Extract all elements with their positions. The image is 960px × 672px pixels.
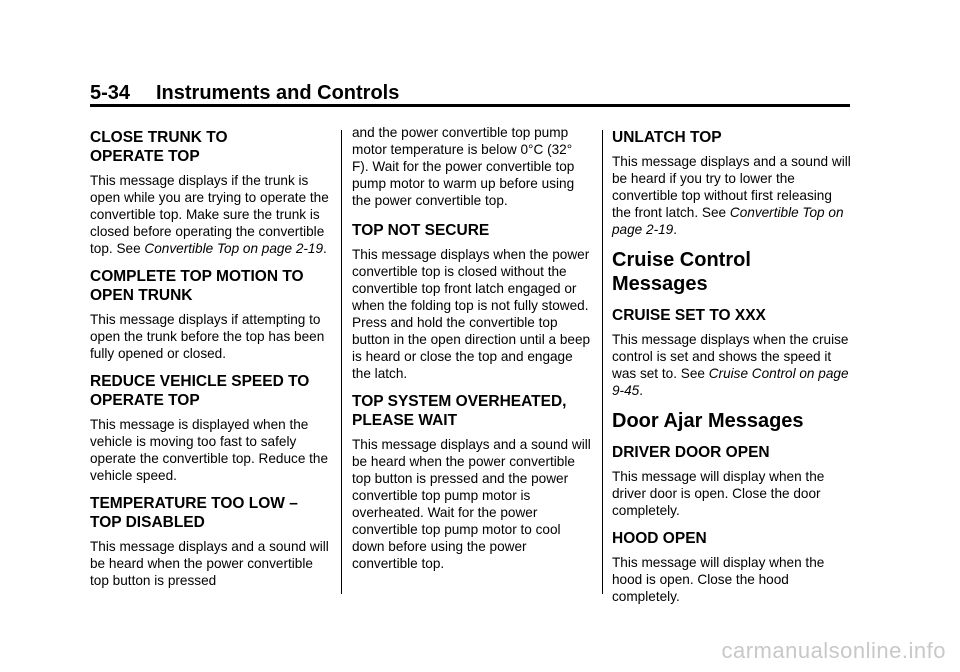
heading-top-not-secure: TOP NOT SECURE bbox=[352, 222, 490, 239]
body-driver-door-open: This message will display when the driver door is open. Close the door completely. bbox=[612, 469, 825, 518]
heading-unlatch-top: UNLATCH TOP bbox=[612, 129, 722, 146]
body-temperature-low: This message displays and a sound will be heard when the power convertible top button is pressed bbox=[90, 539, 329, 588]
heading-close-trunk: CLOSE TRUNK TO OPERATE TOP bbox=[90, 129, 228, 165]
heading-top-overheated: TOP SYSTEM OVERHEATED, PLEASE WAIT bbox=[352, 393, 567, 429]
heading-cruise-control-messages: Cruise Control Messages bbox=[612, 249, 751, 295]
body-hood-open: This message will display when the hood is open. Close the hood completely. bbox=[612, 555, 825, 604]
heading-cruise-set: CRUISE SET TO XXX bbox=[612, 307, 766, 324]
body-temperature-low-cont: and the power convertible top pump motor temperature is below 0°C (32° F). Wait for the power convertible top pump motor to warm up before using the power convertible top. bbox=[352, 125, 575, 208]
body-unlatch-top: This message displays and a sound will be heard if you try to lower the convertible top without first releasing the front latch. See Convertible Top on page 2-19. bbox=[612, 154, 851, 237]
body-reduce-speed: This message is displayed when the vehicle is moving too fast to safely operate the convertible top. Reduce the vehicle speed. bbox=[90, 417, 329, 483]
header-rule bbox=[90, 104, 850, 107]
column-3 bbox=[612, 128, 852, 615]
heading-hood-open: HOOD OPEN bbox=[612, 530, 707, 547]
column-divider-2 bbox=[602, 130, 603, 594]
heading-driver-door-open: DRIVER DOOR OPEN bbox=[612, 444, 770, 461]
heading-complete-top-motion: COMPLETE TOP MOTION TO OPEN TRUNK bbox=[90, 268, 304, 304]
watermark: carmanualsonline.info bbox=[721, 638, 946, 663]
page-number: 5-34 bbox=[90, 82, 131, 104]
body-cruise-set: This message displays when the cruise control is set and shows the speed it was set to. See Cruise Control on page 9-45. bbox=[612, 332, 849, 398]
column-1 bbox=[90, 128, 330, 599]
column-2 bbox=[352, 124, 592, 582]
section-title: Instruments and Controls bbox=[156, 82, 400, 104]
link-convertible-top-2[interactable]: Convertible Top on page 2-19 bbox=[612, 205, 844, 237]
link-cruise-control[interactable]: Cruise Control on page 9-45 bbox=[612, 366, 849, 398]
heading-reduce-speed: REDUCE VEHICLE SPEED TO OPERATE TOP bbox=[90, 373, 310, 409]
heading-door-ajar-messages: Door Ajar Messages bbox=[612, 410, 804, 432]
heading-temperature-low: TEMPERATURE TOO LOW – TOP DISABLED bbox=[90, 495, 298, 531]
body-close-trunk: This message displays if the trunk is open while you are trying to operate the convertible top. Make sure the trunk is closed before operating the convertible top. See Convertible Top on page 2-19. bbox=[90, 173, 329, 256]
body-complete-top-motion: This message displays if attempting to open the trunk before the top has been fully opened or closed. bbox=[90, 312, 325, 361]
page-header bbox=[90, 80, 850, 106]
column-divider-1 bbox=[341, 130, 342, 594]
body-top-not-secure: This message displays when the power convertible top is closed without the convertible top front latch engaged or when the folding top is not fully stowed. Press and hold the convertible top button in the open direction until a beep is heard or close the top and engage the latch. bbox=[352, 247, 591, 381]
body-top-overheated: This message displays and a sound will be heard when the power convertible top button is pressed and the power convertible top pump motor is overheated. Wait for the power convertible top pump motor to cool down before using the power convertible top. bbox=[352, 437, 591, 571]
link-convertible-top[interactable]: Convertible Top on page 2-19 bbox=[144, 241, 324, 256]
